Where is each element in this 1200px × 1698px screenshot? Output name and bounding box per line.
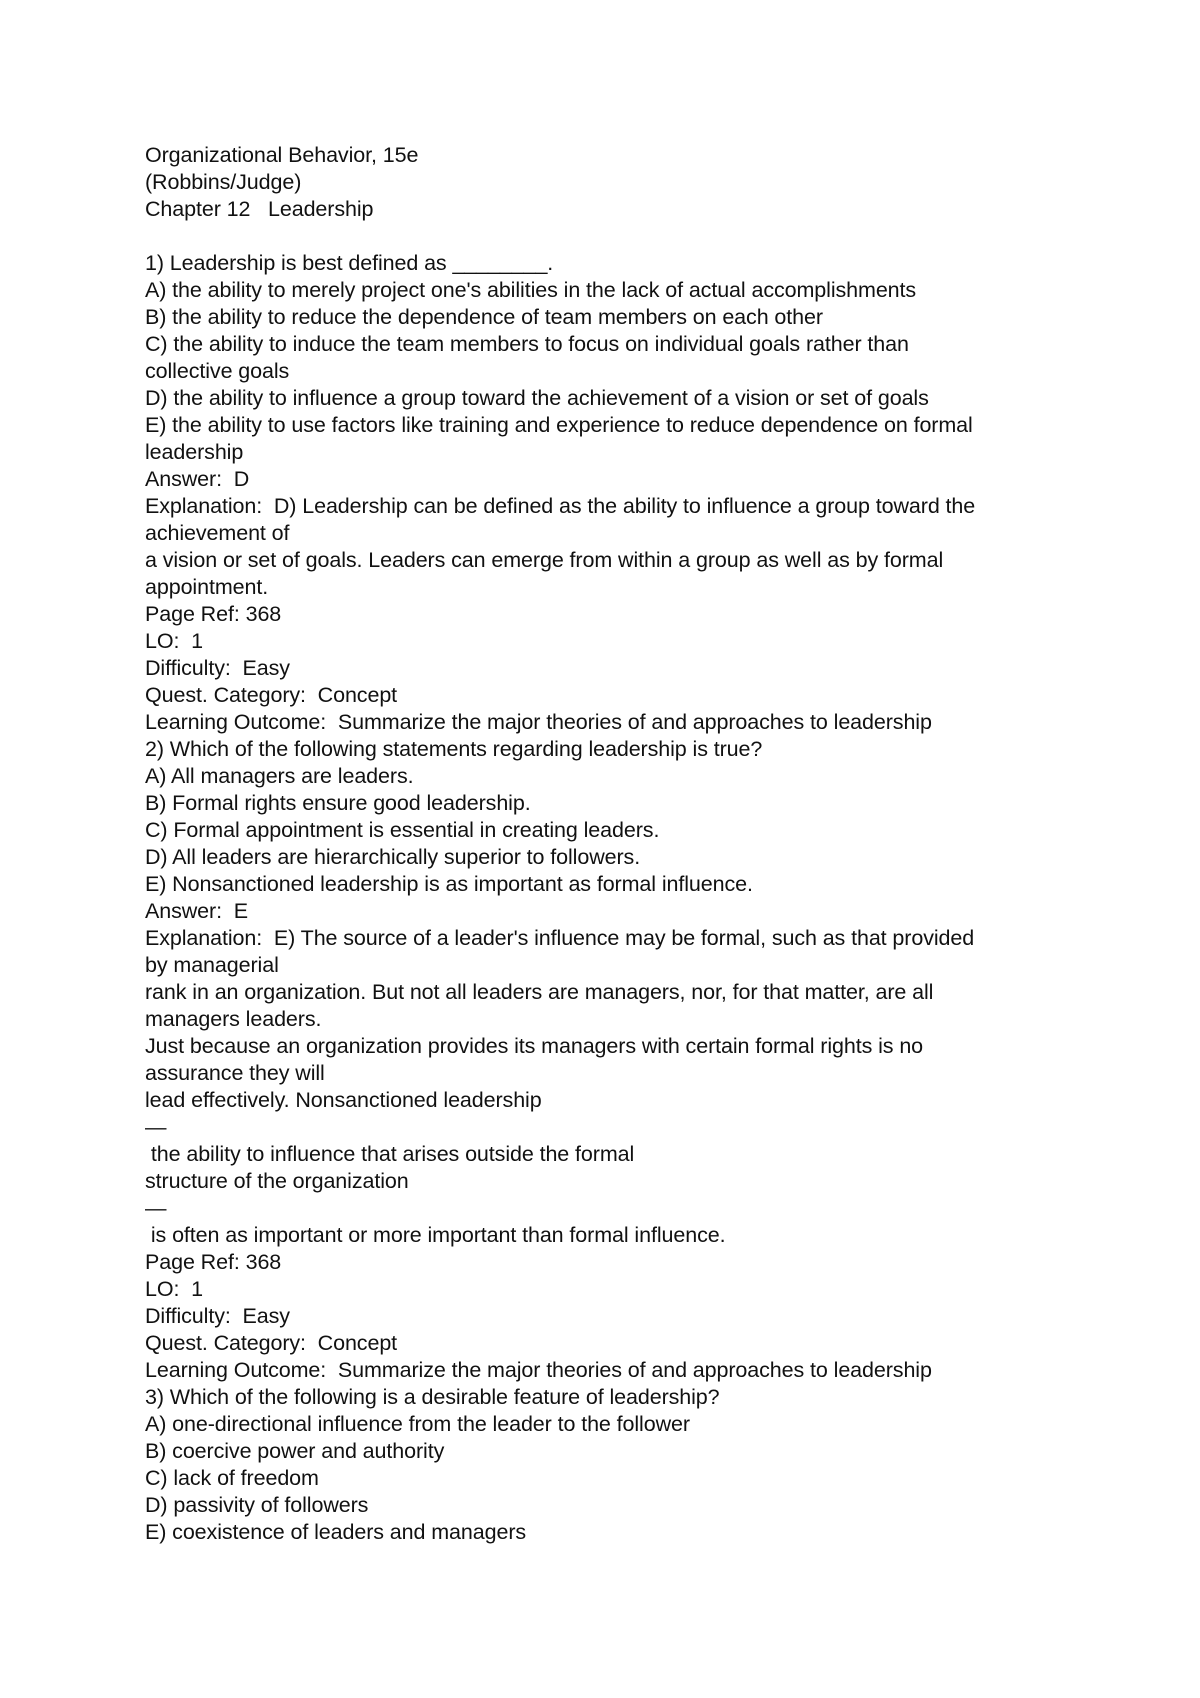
q3-option-c: C) lack of freedom <box>145 1466 319 1490</box>
q2-explanation-cont: Just because an organization provides its managers with certain formal rights is no <box>145 1034 924 1058</box>
q1-option-e-cont: leadership <box>145 440 244 464</box>
q1-category: Quest. Category: Concept <box>145 683 398 707</box>
q2-option-d: D) All leaders are hierarchically superior to followers. <box>145 845 641 869</box>
q1-difficulty: Difficulty: Easy <box>145 656 290 680</box>
q1-learning-outcome: Learning Outcome: Summarize the major theories of and approaches to leadership <box>145 710 932 734</box>
question-3: 3) Which of the following is a desirable feature of leadership? <box>145 1385 720 1409</box>
q1-explanation-cont: achievement of <box>145 521 290 545</box>
q1-option-c-cont: collective goals <box>145 359 290 383</box>
q2-page-ref: Page Ref: 368 <box>145 1250 282 1274</box>
q1-option-e: E) the ability to use factors like training and experience to reduce dependence on formal <box>145 413 973 437</box>
q2-explanation: Explanation: E) The source of a leader's influence may be formal, such as that provided <box>145 926 975 950</box>
q2-lo: LO: 1 <box>145 1277 203 1301</box>
q3-option-b: B) coercive power and authority <box>145 1439 445 1463</box>
q1-lo: LO: 1 <box>145 629 203 653</box>
q2-option-e: E) Nonsanctioned leadership is as important as formal influence. <box>145 872 753 896</box>
q2-learning-outcome: Learning Outcome: Summarize the major theories of and approaches to leadership <box>145 1358 932 1382</box>
q3-option-a: A) one-directional influence from the leader to the follower <box>145 1412 690 1436</box>
q2-explanation-cont: assurance they will <box>145 1061 325 1085</box>
q1-option-c: C) the ability to induce the team members to focus on individual goals rather than <box>145 332 909 356</box>
q2-option-a: A) All managers are leaders. <box>145 764 414 788</box>
q2-option-c: C) Formal appointment is essential in creating leaders. <box>145 818 660 842</box>
doc-title: Organizational Behavior, 15e <box>145 143 419 167</box>
em-dash: — <box>145 1196 167 1220</box>
question-2: 2) Which of the following statements regarding leadership is true? <box>145 737 763 761</box>
q2-explanation-cont: rank in an organization. But not all leaders are managers, nor, for that matter, are all <box>145 980 934 1004</box>
q1-explanation: Explanation: D) Leadership can be defined as the ability to influence a group toward the <box>145 494 976 518</box>
q2-category: Quest. Category: Concept <box>145 1331 398 1355</box>
q2-explanation-cont: lead effectively. Nonsanctioned leadership <box>145 1088 542 1112</box>
chapter-heading: Chapter 12 Leadership <box>145 197 374 221</box>
q2-explanation-cont: is often as important or more important than formal influence. <box>145 1223 726 1247</box>
q2-explanation-cont: the ability to influence that arises outside the formal <box>145 1142 635 1166</box>
q2-explanation-cont: managers leaders. <box>145 1007 322 1031</box>
document-page <box>145 142 1085 1546</box>
q1-explanation-cont: appointment. <box>145 575 269 599</box>
doc-authors: (Robbins/Judge) <box>145 170 302 194</box>
q3-option-d: D) passivity of followers <box>145 1493 369 1517</box>
q1-answer: Answer: D <box>145 467 250 491</box>
q1-page-ref: Page Ref: 368 <box>145 602 282 626</box>
question-1: 1) Leadership is best defined as ________. <box>145 251 554 275</box>
blank-line <box>145 223 1085 250</box>
q2-difficulty: Difficulty: Easy <box>145 1304 290 1328</box>
q1-explanation-cont: a vision or set of goals. Leaders can emerge from within a group as well as by formal <box>145 548 944 572</box>
q2-option-b: B) Formal rights ensure good leadership. <box>145 791 531 815</box>
em-dash: — <box>145 1115 167 1139</box>
q2-explanation-cont: by managerial <box>145 953 279 977</box>
q2-explanation-cont: structure of the organization <box>145 1169 409 1193</box>
q3-option-e: E) coexistence of leaders and managers <box>145 1520 527 1544</box>
q1-option-d: D) the ability to influence a group toward the achievement of a vision or set of goals <box>145 386 929 410</box>
q1-option-b: B) the ability to reduce the dependence of team members on each other <box>145 305 823 329</box>
q1-option-a: A) the ability to merely project one's abilities in the lack of actual accomplishments <box>145 278 917 302</box>
q2-answer: Answer: E <box>145 899 248 923</box>
